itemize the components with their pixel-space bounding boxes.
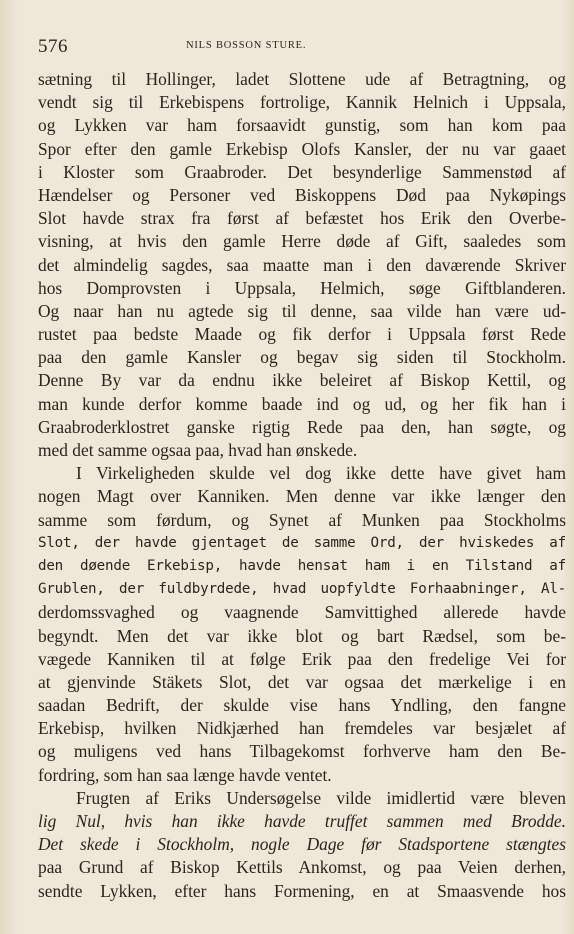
text-line: sætning til Hollinger, ladet Slottene ude af Betragtning, og xyxy=(38,69,566,89)
running-head: NILS BOSSON STURE. xyxy=(186,40,307,51)
text-line: vendt sig til Erkebispens fortrolige, Kannik Helnich i Uppsala, xyxy=(38,92,566,113)
text-line: at gjenvinde Stäkets Slot, det var ogsaa det mærkelige i en xyxy=(38,671,566,692)
text-line: og Lykken var ham forsaavidt gunstig, som han kom paa xyxy=(38,115,566,136)
body-text xyxy=(38,68,566,903)
text-line: Hændelser og Personer ved Biskoppens Død paa Nykøpings xyxy=(38,184,566,205)
text-line: sendte Lykken, efter hans Formening, en at Smaasvende hos xyxy=(38,880,566,901)
text-line: begyndt. Men det var ikke blot og bart Rædsel, som be- xyxy=(38,625,566,646)
text-line: Det skede i Stockholm, nogle Dage før Stadsportene stængtes xyxy=(38,834,566,855)
text-line: Slot havde strax fra først af befæstet hos Erik den Overbe- xyxy=(38,208,566,229)
text-line: visning, at hvis den gamle Herre døde af Gift, saaledes som xyxy=(38,231,566,252)
text-line: Frugten af Eriks Undersøgelse vilde imidlertid være bleven xyxy=(76,787,566,808)
text-line: saadan Bedrift, der skulde vise hans Yndling, den fangne xyxy=(38,695,566,716)
text-line: Og naar han nu agtede sig til denne, saa vilde han være ud- xyxy=(38,300,566,321)
text-line: rustet paa bedste Maade og fik derfor i Uppsala først Rede xyxy=(38,324,566,345)
text-line: Slot, der havde gjentaget de samme Ord, der hviskedes af xyxy=(38,534,566,551)
text-line: I Virkeligheden skulde vel dog ikke dette have givet ham xyxy=(76,463,566,484)
page-header xyxy=(38,36,554,60)
text-line: samme som førdum, og Synet af Munken paa Stockholms xyxy=(38,509,566,530)
text-line: Erkebisp, hvilken Nidkjærhed han fremdeles var besjælet af xyxy=(38,718,566,739)
text-line: vægede Kanniken til at følge Erik paa den fredelige Vei for xyxy=(38,648,566,669)
text-line: Graabroderklostret ganske rigtig Rede paa den, han søgte, og xyxy=(38,416,566,437)
text-line: Denne By var da endnu ikke beleiret af Biskop Kettil, og xyxy=(38,370,566,391)
page-number: 576 xyxy=(38,36,68,57)
text-line: man kunde derfor komme baade ind og ud, og her fik han i xyxy=(38,393,566,414)
text-line: i Kloster som Graabroder. Det besynderlige Sammenstød af xyxy=(38,161,566,182)
text-line: Spor efter den gamle Erkebisp Olofs Kansler, der nu var gaaet xyxy=(38,138,566,159)
text-line: lig Nul, hvis han ikke havde truffet sammen med Brodde. xyxy=(38,811,566,831)
text-line: hos Domprovsten i Uppsala, Helmich, søge Giftblanderen. xyxy=(38,277,566,298)
text-line: og muligens ved hans Tilbagekomst forhverve ham den Be- xyxy=(38,741,566,762)
text-line: paa den gamle Kansler og begav sig siden til Stockholm. xyxy=(38,347,566,368)
text-line: derdomssvaghed og vaagnende Samvittighed allerede havde xyxy=(38,602,566,623)
text-line: den døende Erkebisp, havde hensat ham i en Tilstand af xyxy=(38,557,566,574)
text-line: Grublen, der fuldbyrdede, hvad uopfyldte Forhaabninger, Al- xyxy=(38,581,566,598)
text-line: fordring, som han saa længe havde ventet. xyxy=(38,764,332,785)
text-line: det almindelig sagdes, saa maatte man i den daværende Skriver xyxy=(38,254,566,275)
text-line: paa Grund af Biskop Kettils Ankomst, og paa Veien derhen, xyxy=(38,857,566,878)
text-line: med det samme ogsaa paa, hvad han ønskede. xyxy=(38,440,358,460)
text-line: nogen Magt over Kanniken. Men denne var ikke længer den xyxy=(38,486,566,507)
